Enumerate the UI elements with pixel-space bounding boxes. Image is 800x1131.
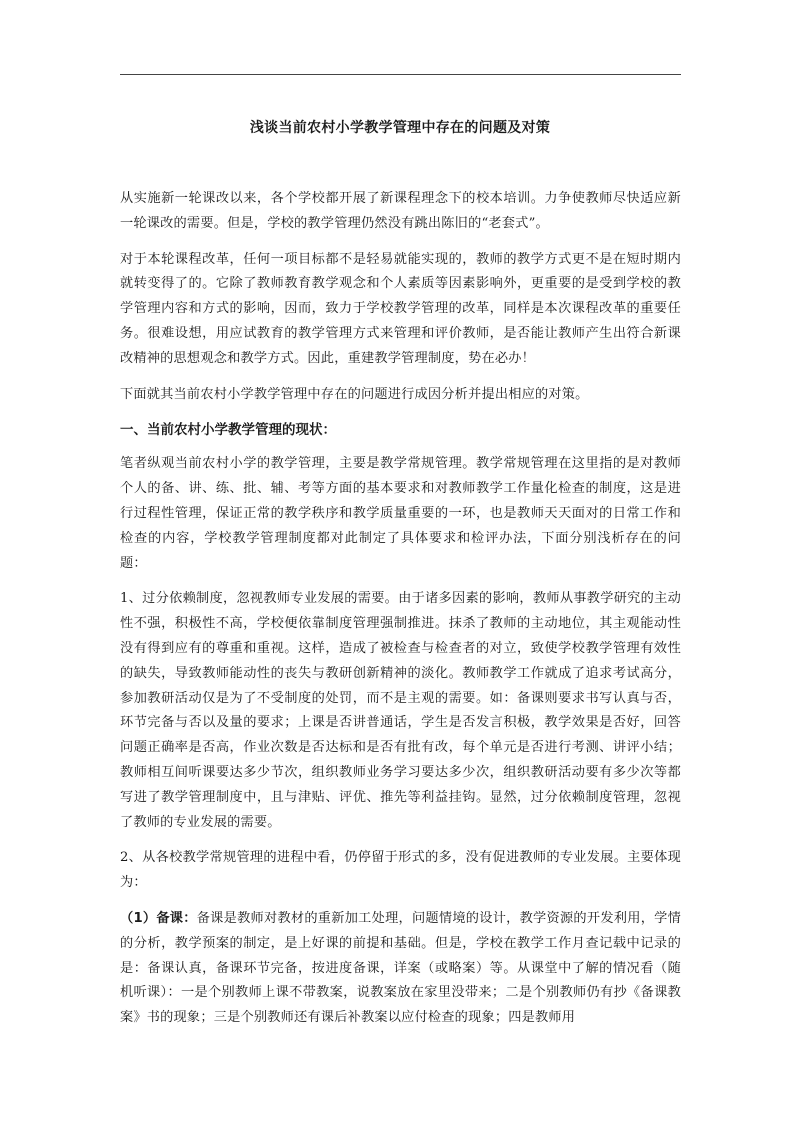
paragraph-reform: 对于本轮课程改革，任何一项目标都不是轻易就能实现的，教师的教学方式更不是在短时期内就转变得了的。它除了教师教育教学观念和个人素质等因素影响外，更重要的是受到学校的教学管理内容和方式的影响，因而，致力于学校教学管理的改革，同样是本次课程改革的重要任务。很难设想，用应试教育的教学管理方式来管理和评价教师，是否能让教师产生出符合新课改精神的思想观念和教学方式。因此，重建教学管理制度，势在必办！ xyxy=(120,251,681,366)
document-body xyxy=(120,187,681,1042)
paragraph-lesson-prep xyxy=(120,907,681,1031)
section-heading: 一、当前农村小学教学管理的现状： xyxy=(120,422,336,439)
lesson-prep-label: （1）备课： xyxy=(120,910,197,926)
paragraph-status: 笔者纵观当前农村小学的教学管理，主要是教学常规管理。教学常规管理在这里指的是对教师个人的备、讲、练、批、辅、考等方面的基本要求和对教师教学工作量化检查的制度，这是进行过程性管理，保证正常的教学秩序和教学质量重要的一环，也是教师天天面对的日常工作和检查的内容，学校教学管理制度都对此制定了具体要求和检评办法，下面分别浅析存在的问题： xyxy=(120,456,681,571)
paragraph-overview: 下面就其当前农村小学教学管理中存在的问题进行成因分析并提出相应的对策。 xyxy=(120,386,589,402)
paragraph-intro: 从实施新一轮课改以来，各个学校都开展了新课程理念下的校本培训。力争使教师尽快适应新一轮课改的需要。但是，学校的教学管理仍然没有跳出陈旧的“老套式”。 xyxy=(120,191,681,231)
lesson-prep-text: 备课是教师对教材的重新加工处理，问题情境的设计，教学资源的开发利用，学情的分析，教学预案的制定，是上好课的前提和基础。但是，学校在教学工作月查记载中记录的是：备课认真，备课环节完备，按进度备课，详案（或略案）等。从课堂中了解的情况看（随机听课）：一是个别教师上课不带教案，说教案放在家里没带来；二是个别教师仍有抄《备课教案》书的现象；三是个别教师还有课后补教案以应付检查的现象；四是教师用 xyxy=(120,910,681,1026)
paragraph-problem-1: 1、过分依赖制度，忽视教师专业发展的需要。由于诸多因素的影响，教师从事教学研究的主动性不强，积极性不高，学校便依靠制度管理强制推进。抹杀了教师的主动地位，其主观能动性没有得到应有的尊重和重视。这样，造成了被检查与检查者的对立，致使学校教学管理有效性的缺失，导致教师能动性的丧失与教研创新精神的淡化。教师教学工作就成了追求考试高分，参加教研活动仅是为了不受制度的处罚，而不是主观的需要。如：备课则要求书写认真与否，环节完备与否以及量的要求；上课是否讲普通话，学生是否发言积极，教学效果是否好，回答问题正确率是否高，作业次数是否达标和是否有批有改，每个单元是否进行考测、讲评小结；教师相互间听课要达多少节次，组织教师业务学习要达多少次，组织教研活动要有多少次等都写进了教学管理制度中，且与津贴、评优、推先等利益挂钩。显然，过分依赖制度管理，忽视了教师的专业发展的需要。 xyxy=(120,591,681,830)
document-title: 浅谈当前农村小学教学管理中存在的问题及对策 xyxy=(249,120,551,136)
paragraph-problem-2: 2、从各校教学常规管理的进程中看，仍停留于形式的多，没有促进教师的专业发展。主要体现为： xyxy=(120,850,681,891)
header-rule xyxy=(120,74,681,75)
